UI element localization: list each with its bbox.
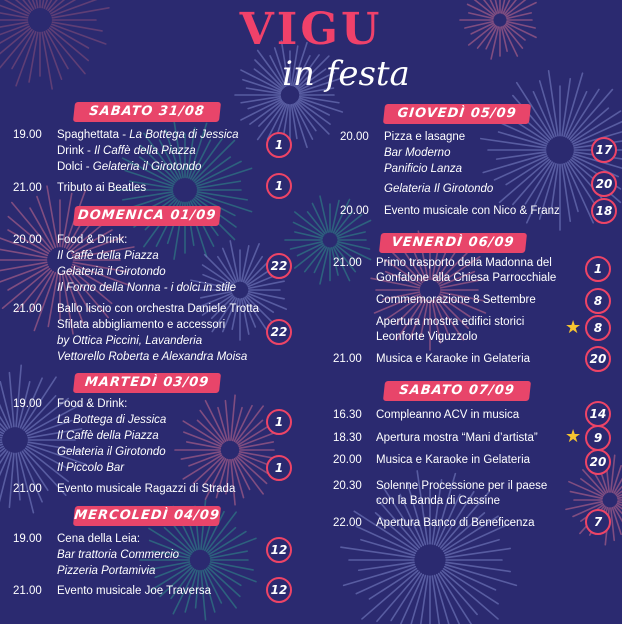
event-time: 21.00 <box>333 353 362 365</box>
event-line: Solenne Processione per il paese <box>376 480 548 492</box>
event-time: 22.00 <box>333 517 362 529</box>
event-line: Primo trasporto della Madonna del <box>376 257 552 269</box>
location-badge: 20 <box>591 171 617 197</box>
location-badge: 14 <box>585 401 611 427</box>
event-line: La Bottega di Jessica <box>57 414 167 426</box>
location-badge: 9 <box>585 425 611 451</box>
day-banner-giovedi-0509: GIOVEDÌ 05/09 <box>383 104 531 124</box>
event-line: Gelateria il Girotondo <box>57 446 166 458</box>
event-line: Bar Moderno <box>384 147 451 159</box>
event-time: 19.00 <box>13 129 42 141</box>
location-badge: 17 <box>591 137 617 163</box>
event-time: 20.00 <box>333 454 362 466</box>
event-line: Gelateria Il Girotondo <box>384 183 494 195</box>
event-line: by Ottica Piccini, Lavanderia <box>57 335 203 347</box>
event-line: Tributo ai Beatles <box>57 182 147 194</box>
event-line: Vettorello Roberta e Alexandra Moisa <box>57 351 248 363</box>
event-time: 20.00 <box>13 234 42 246</box>
event-time: 20.00 <box>340 205 369 217</box>
location-badge: 22 <box>266 253 292 279</box>
event-time: 16.30 <box>333 409 362 421</box>
event-line: Musica e Karaoke in Gelateria <box>376 353 531 365</box>
event-line: Commemorazione 8 Settembre <box>376 294 536 306</box>
location-badge: 7 <box>585 509 611 535</box>
event-line: Food & Drink: <box>57 234 128 246</box>
event-time: 21.00 <box>333 257 362 269</box>
event-line: Panificio Lanza <box>384 163 462 175</box>
location-badge: 22 <box>266 319 292 345</box>
event-line: Spaghettata - La Bottega di Jessica <box>57 129 239 141</box>
location-badge: 1 <box>266 455 292 481</box>
event-line: Il Caffè della Piazza <box>57 250 159 262</box>
star-icon: ★ <box>565 317 582 337</box>
event-time: 21.00 <box>13 585 42 597</box>
event-line: Bar trattoria Commercio <box>57 549 180 561</box>
event-time: 20.00 <box>340 131 369 143</box>
location-badge: 18 <box>591 198 617 224</box>
event-line: Pizzeria Portamivia <box>57 565 156 577</box>
title-main: VIGU <box>239 4 383 55</box>
location-badge: 8 <box>585 315 611 341</box>
event-time: 21.00 <box>13 303 42 315</box>
event-time: 20.30 <box>333 480 362 492</box>
location-badge: 8 <box>585 288 611 314</box>
event-line: Il Piccolo Bar <box>57 462 125 474</box>
day-banner-mercoledi-0409: MERCOLEDÌ 04/09 <box>73 506 221 526</box>
event-line: Sfilata abbigliamento e accessori <box>57 319 226 331</box>
event-line: Apertura mostra edifici storici <box>376 316 525 328</box>
event-line: Musica e Karaoke in Gelateria <box>376 454 531 466</box>
star-icon: ★ <box>565 426 582 446</box>
event-line: Food & Drink: <box>57 398 128 410</box>
event-line: Evento musicale con Nico & Franz <box>384 205 560 217</box>
location-badge: 20 <box>585 346 611 372</box>
event-line: Evento musicale Joe Traversa <box>57 585 212 597</box>
location-badge: 12 <box>266 577 292 603</box>
day-banner-sabato-0709: SABATO 07/09 <box>383 381 531 401</box>
event-time: 19.00 <box>13 533 42 545</box>
event-time: 21.00 <box>13 182 42 194</box>
day-banner-domenica-0109: DOMENICA 01/09 <box>73 206 221 226</box>
location-badge: 20 <box>585 449 611 475</box>
day-banner-martedi-0309: MARTEDÌ 03/09 <box>73 373 221 393</box>
location-badge: 1 <box>266 409 292 435</box>
title-sub: in festa <box>282 54 410 94</box>
event-line: Apertura mostra “Mani d’artista” <box>376 432 538 444</box>
event-line: con la Banda di Cassine <box>376 495 501 507</box>
event-line: Il Forno della Nonna - i dolci in stile <box>57 282 236 294</box>
event-line: Dolci - Gelateria il Girotondo <box>57 161 202 173</box>
location-badge: 12 <box>266 537 292 563</box>
location-badge: 1 <box>585 256 611 282</box>
location-badge: 1 <box>266 173 292 199</box>
day-banner-venerdi-0609: VENERDÌ 06/09 <box>379 233 527 253</box>
event-time: 21.00 <box>13 483 42 495</box>
event-line: Il Caffè della Piazza <box>57 430 159 442</box>
event-line: Evento musicale Ragazzi di Strada <box>57 483 236 495</box>
day-banner-sabato-3108: SABATO 31/08 <box>73 102 221 122</box>
event-line: Pizza e lasagne <box>384 131 466 143</box>
event-time: 19.00 <box>13 398 42 410</box>
event-line: Ballo liscio con orchestra Daniele Trotta <box>57 303 259 315</box>
event-line: Leonforte Viguzzolo <box>376 331 478 343</box>
event-line: Cena della Leia: <box>57 533 141 545</box>
event-line: Gelateria il Girotondo <box>57 266 166 278</box>
event-time: 18.30 <box>333 432 362 444</box>
event-line: Drink - Il Caffè della Piazza <box>57 145 196 157</box>
event-line: Apertura Banco di Beneficenza <box>376 517 535 529</box>
event-line: Compleanno ACV in musica <box>376 409 520 421</box>
location-badge: 1 <box>266 132 292 158</box>
event-line: Gonfalone alla Chiesa Parrocchiale <box>376 272 557 284</box>
